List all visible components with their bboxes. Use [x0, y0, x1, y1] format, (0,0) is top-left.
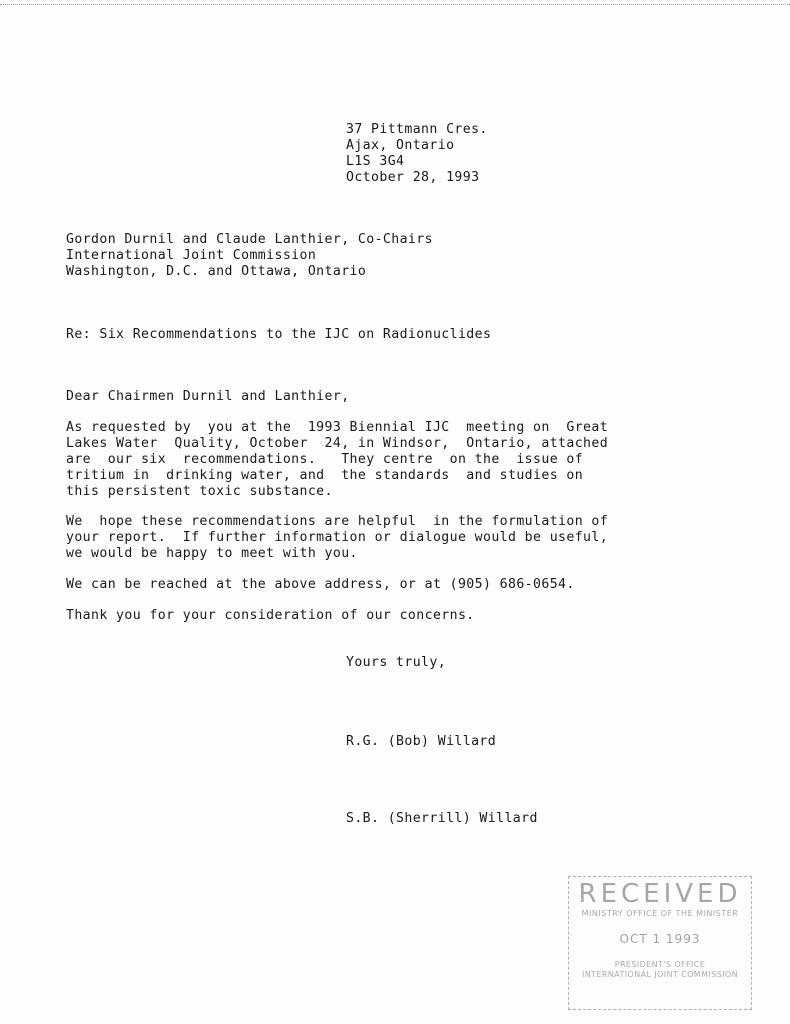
paragraph-1-line: are our six recommendations. They centre on the issue of: [66, 452, 584, 467]
sender-postal-code: L1S 3G4: [346, 154, 405, 169]
paragraph-2-line: we would be happy to meet with you.: [66, 546, 358, 561]
paragraph-3-line: We can be reached at the above address, or at (905) 686-0654.: [66, 577, 575, 592]
closing: Yours truly,: [346, 655, 447, 670]
paragraph-1-line: this persistent toxic substance.: [66, 484, 333, 499]
stamp-title: RECEIVED: [578, 879, 742, 909]
paragraph-2-line: We hope these recommendations are helpful in the formulation of: [66, 514, 609, 529]
stamp-line-2: PRESIDENT'S OFFICE: [614, 960, 706, 969]
recipient-names: Gordon Durnil and Claude Lanthier, Co-Chairs: [66, 232, 433, 247]
received-stamp: [568, 876, 752, 1010]
scan-top-edge: [0, 4, 790, 5]
salutation: Dear Chairmen Durnil and Lanthier,: [66, 389, 350, 404]
signatory-2: S.B. (Sherrill) Willard: [346, 811, 538, 826]
signatory-1: R.G. (Bob) Willard: [346, 734, 497, 749]
paragraph-1-line: Lakes Water Quality, October 24, in Windsor, Ontario, attached: [66, 436, 609, 451]
stamp-line-1: MINISTRY OFFICE OF THE MINISTER: [581, 909, 739, 918]
stamp-date: OCT 1 1993: [619, 932, 701, 946]
letter-date: October 28, 1993: [346, 170, 480, 185]
sender-city: Ajax, Ontario: [346, 138, 455, 153]
recipient-location: Washington, D.C. and Ottawa, Ontario: [66, 264, 367, 279]
stamp-line-3: INTERNATIONAL JOINT COMMISSION: [582, 970, 738, 979]
paragraph-2-line: your report. If further information or dialogue would be useful,: [66, 530, 609, 545]
paragraph-4-line: Thank you for your consideration of our concerns.: [66, 608, 475, 623]
sender-street: 37 Pittmann Cres.: [346, 122, 488, 137]
recipient-organization: International Joint Commission: [66, 248, 317, 263]
paragraph-1-line: As requested by you at the 1993 Biennial IJC meeting on Great: [66, 420, 609, 435]
subject-line: Re: Six Recommendations to the IJC on Radionuclides: [66, 327, 492, 342]
paragraph-1-line: tritium in drinking water, and the standards and studies on: [66, 468, 584, 483]
